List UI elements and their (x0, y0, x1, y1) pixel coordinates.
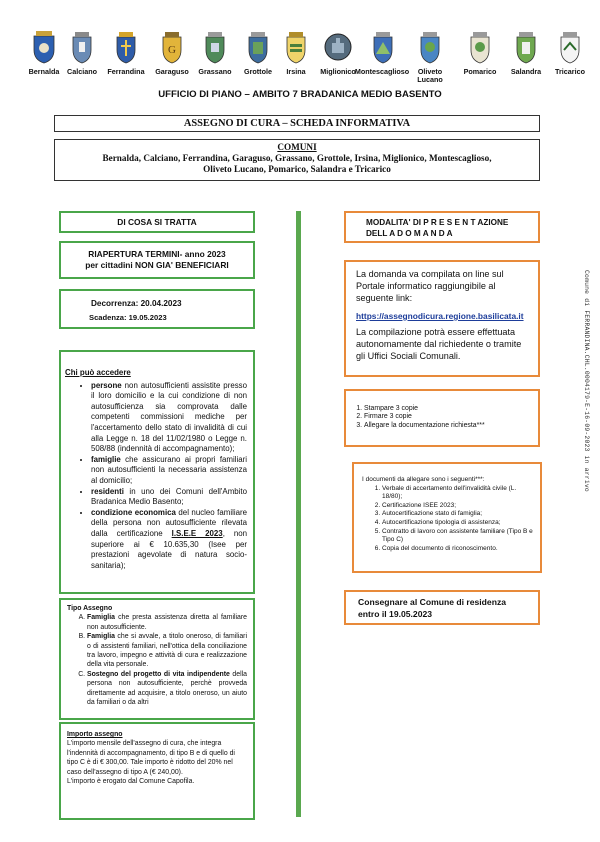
steps-box (344, 389, 540, 447)
list-item: 4. Autocertificazione tipologia di assistenza; (382, 519, 536, 528)
list-item: 1. Verbale di accertamento dell'invalidità civile (L. 18/80); (382, 485, 536, 502)
town-name: Miglionico (320, 67, 356, 76)
delivery-text: entro il 19.05.2023 (358, 609, 433, 619)
crest-calciano-icon (70, 30, 94, 64)
comuni-line: Oliveto Lucano, Pomarico, Salandra e Tricarico (203, 164, 391, 174)
comuni-heading: COMUNI (277, 142, 317, 152)
list-item: • residenti in uno dei Comuni dell'Ambito Bradanica Medio Basento; (91, 487, 247, 508)
deadline-date: Scadenza: 19.05.2023 (89, 313, 167, 322)
submission-title-box (344, 211, 540, 243)
crest-salandra-icon (514, 30, 538, 64)
list-item: • condizione economica del nucleo familiare della persona non autosufficiente rilevata dalla certificazione I.S.E.E 2023, non superiore ai € 10.635,30 (Isee per prestazioni agevolate di natura socio-sanitaria); (91, 508, 247, 572)
town-name: Garaguso (155, 67, 189, 76)
town-name: Grassano (198, 67, 232, 76)
list-item: 2. Firmare 3 copie (364, 413, 532, 421)
crest-irsina-icon (284, 30, 308, 64)
reopening-line: per cittadini NON GIA' BENEFICIARI (85, 260, 229, 270)
crest-pomarico-icon (468, 30, 492, 64)
town-name: Tricarico (555, 67, 585, 76)
eligibility-title: Chi può accedere (65, 368, 131, 377)
portal-link[interactable]: https://assegnodicura.regione.basilicata.it (356, 311, 524, 321)
list-item: A. Famiglia che presta assistenza diretta al familiare non autosufficiente. (87, 613, 247, 632)
section-title: DI COSA SI TRATTA (117, 217, 197, 227)
delivery-box (344, 590, 540, 625)
town-name: Ferrandina (107, 67, 145, 76)
crest-miglionico-icon (324, 30, 352, 64)
crest-grassano-icon (203, 30, 227, 64)
list-item: • persone non autosufficienti assistite presso il loro domicilio e la cui condizione di non autosufficienza sia comprovata dalle competenti commissioni mediche per l'accertamento dello stato di invalidità di cui alla Legge n. 18 del 11/02/1980 o Legge n. 508/88 (indennità di accompagnamento); (91, 381, 247, 455)
amount-box (59, 722, 255, 820)
reopening-box (59, 241, 255, 279)
assegno-type-title: Tipo Assegno (67, 605, 113, 612)
crest-grottole-icon (246, 30, 270, 64)
submission-title: MODALITA' DI P R E S E N T AZIONE (366, 218, 509, 227)
town-name: Bernalda (28, 67, 60, 76)
online-text: La compilazione potrà essere effettuata autonomamente dal richiedente o tramite gli Uffici Sociali Comunali. (356, 327, 522, 361)
office-title: UFFICIO DI PIANO – AMBITO 7 BRADANICA MEDIO BASENTO (158, 89, 442, 100)
town-name: Grottole (244, 67, 272, 76)
start-date: Decorrenza: 20.04.2023 (91, 299, 182, 308)
documents-box (352, 462, 542, 573)
assegno-type-box (59, 598, 255, 720)
doc-title-box (54, 115, 540, 132)
list-item: 2. Certificazione ISEE 2023; (382, 502, 536, 511)
list-item: C. Sostegno del progetto di vita indipendente della persona non autosufficiente, perchè provveda direttamente ad acquisire, a titolo oneroso, un aiuto da familiari o da altri (87, 670, 247, 708)
crest-ferrandina-icon (114, 30, 138, 64)
list-item: 3. Allegare la documentazione richiesta*** (364, 422, 532, 430)
town-name: Irsina (286, 67, 306, 76)
list-item: 6. Copia del documento di riconoscimento. (382, 545, 536, 554)
town-name: Oliveto Lucano (417, 67, 443, 84)
list-item: 1. Stampare 3 copie (364, 405, 532, 413)
town-name: Pomarico (463, 67, 497, 76)
list-item: • famiglie che assicurano ai propri familiari non autosufficienti la necessaria assistenza al domicilio; (91, 455, 247, 487)
online-text: La domanda va compilata on line sul Portale informatico raggiungibile al seguente link: (356, 269, 504, 303)
amount-text: L'importo è erogato dal Comune Capofila. (67, 778, 195, 786)
submission-title: DELL A D O M A N D A (366, 229, 453, 238)
crest-tricarico-icon (558, 30, 582, 64)
amount-text: L'importo mensile dell'assegno di cura, che integra l'indennità di accompagnamento, di tipo B e di quello di tipo C è di € 300,00. Tale importo è ridotto del 20% nel caso dell'assegno di tipo A (€ 240,00). (67, 740, 235, 776)
column-divider (296, 211, 301, 817)
protocol-stamp: Comune di FERRANDINA.CHL.0004179-E-16-09-2023 in arrivo (583, 270, 590, 492)
comuni-line: Bernalda, Calciano, Ferrandina, Garaguso, Grassano, Grottole, Irsina, Miglionico, Montescaglioso, (102, 153, 492, 163)
comuni-box (54, 139, 540, 181)
section-title-box (59, 211, 255, 233)
online-info-box (344, 260, 540, 377)
amount-title: Importo assegno (67, 731, 123, 738)
crest-oliveto-lucano-icon (418, 30, 442, 64)
list-item: 3. Autocertificazione stato di famiglia; (382, 510, 536, 519)
list-item: B. Famiglia che si avvale, a titolo oneroso, di familiari o di assistenti familiari, nell'ottica della conciliazione tra lavoro, impegno e attività di cura e realizzazione della vita personale. (87, 632, 247, 670)
eligibility-box (59, 350, 255, 594)
town-name: Calciano (67, 67, 97, 76)
town-name: Salandra (510, 67, 542, 76)
doc-title: ASSEGNO DI CURA – SCHEDA INFORMATIVA (183, 118, 411, 129)
delivery-text: Consegnare al Comune di residenza (358, 597, 507, 607)
reopening-line: RIAPERTURA TERMINI- anno 2023 (88, 249, 226, 259)
town-name: Montescaglioso (354, 67, 410, 76)
list-item: 5. Contratto di lavoro con assistente familiare (Tipo B e Tipo C) (382, 528, 536, 545)
crest-garaguso-icon (160, 30, 184, 64)
crest-bernalda-icon (32, 30, 56, 64)
documents-title: I documenti da allegare sono i seguenti***: (362, 476, 485, 483)
crest-montescaglioso-icon (371, 30, 395, 64)
dates-box (59, 289, 255, 329)
svg-text:G: G (168, 44, 176, 56)
